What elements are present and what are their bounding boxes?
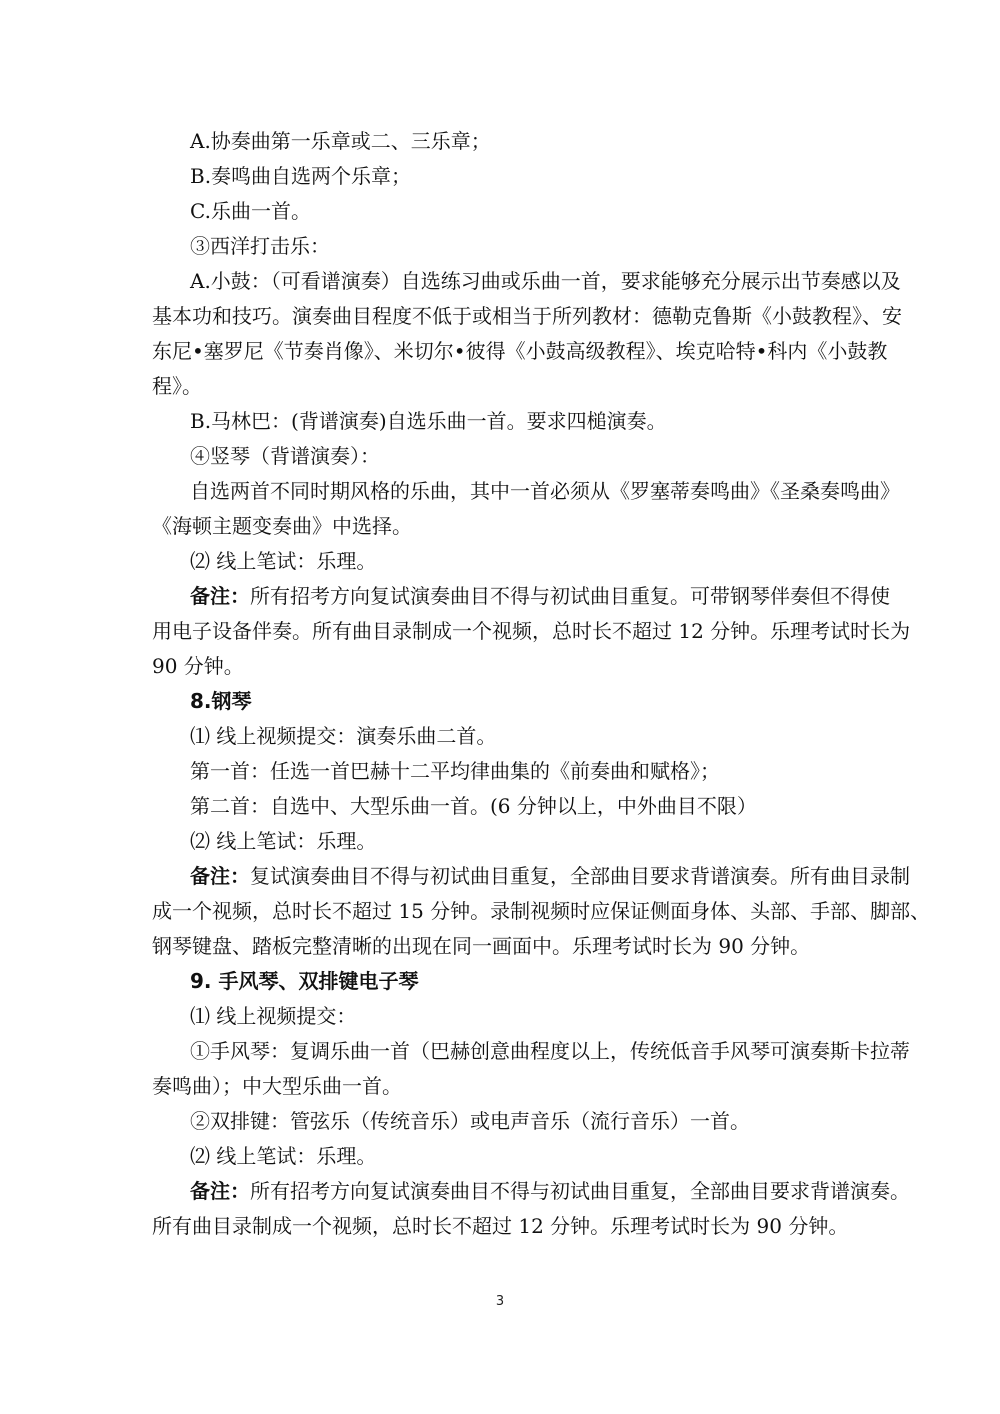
text-line — [152, 439, 852, 474]
line-text: 《海顿主题变奏曲》中选择。 — [152, 514, 412, 538]
line-text: 自选两首不同时期风格的乐曲，其中一首必须从《罗塞蒂奏鸣曲》《圣桑奏鸣曲》 — [190, 479, 900, 503]
note-label: 备注： — [190, 864, 250, 888]
text-line — [152, 894, 931, 929]
line-text: 东尼•塞罗尼《节奏肖像》、米切尔•彼得《小鼓高级教程》、埃克哈特•科内《小鼓教 — [152, 339, 888, 363]
text-line — [152, 299, 902, 334]
line-text: 钢琴键盘、踏板完整清晰的出现在同一画面中。乐理考试时长为 90 分钟。 — [152, 934, 811, 958]
line-text: 8.钢琴 — [190, 689, 252, 713]
text-line — [152, 754, 852, 789]
document-body — [152, 124, 931, 1244]
text-line — [152, 1104, 852, 1139]
text-line — [152, 1139, 852, 1174]
line-text: 成一个视频，总时长不超过 15 分钟。录制视频时应保证侧面身体、头部、手部、脚部、 — [152, 899, 931, 923]
page-number: 3 — [495, 1294, 505, 1309]
text-line — [152, 159, 852, 194]
text-line — [152, 719, 852, 754]
line-text: 第二首：自选中、大型乐曲一首。(6 分钟以上，中外曲目不限） — [190, 794, 757, 818]
line-text: ③西洋打击乐： — [190, 234, 330, 258]
text-line — [152, 474, 900, 509]
text-line — [152, 649, 852, 684]
line-text: 基本功和技巧。演奏曲目程度不低于或相当于所列教材：德勒克鲁斯《小鼓教程》、安 — [152, 304, 902, 328]
text-line — [152, 859, 910, 894]
line-text: 9. 手风琴、双排键电子琴 — [190, 969, 419, 993]
text-line — [152, 264, 901, 299]
line-text: ⑵ 线上笔试：乐理。 — [190, 549, 377, 573]
text-line — [152, 194, 852, 229]
section-heading — [152, 684, 852, 719]
line-text: ⑵ 线上笔试：乐理。 — [190, 1144, 377, 1168]
text-line — [152, 789, 852, 824]
text-line — [152, 369, 852, 404]
line-text: ①手风琴：复调乐曲一首（巴赫创意曲程度以上，传统低音手风琴可演奏斯卡拉蒂 — [190, 1039, 910, 1063]
line-text: 90 分钟。 — [152, 654, 244, 678]
line-text: B.奏鸣曲自选两个乐章； — [190, 164, 412, 188]
text-line — [152, 334, 888, 369]
section-heading — [152, 964, 852, 999]
text-line — [152, 614, 911, 649]
line-text: C.乐曲一首。 — [190, 199, 311, 223]
line-text: A.小鼓：（可看谱演奏）自选练习曲或乐曲一首，要求能够充分展示出节奏感以及 — [190, 269, 901, 293]
line-text: 程》。 — [152, 374, 202, 398]
text-line — [152, 1034, 910, 1069]
line-text: ②双排键：管弦乐（传统音乐）或电声音乐（流行音乐）一首。 — [190, 1109, 750, 1133]
text-line — [152, 1069, 852, 1104]
text-line — [152, 124, 852, 159]
text-line — [152, 404, 852, 439]
text-line — [152, 544, 852, 579]
text-line — [152, 929, 852, 964]
line-text: 所有招考方向复试演奏曲目不得与初试曲目重复。可带钢琴伴奏但不得使 — [250, 584, 890, 608]
text-line — [152, 1209, 852, 1244]
line-text: ④竖琴（背谱演奏）： — [190, 444, 380, 468]
text-line — [152, 824, 852, 859]
line-text: ⑴ 线上视频提交：演奏乐曲二首。 — [190, 724, 497, 748]
text-line — [152, 1174, 910, 1209]
line-text: 第一首：任选一首巴赫十二平均律曲集的《前奏曲和赋格》； — [190, 759, 720, 783]
text-line — [152, 509, 852, 544]
line-text: 用电子设备伴奏。所有曲目录制成一个视频，总时长不超过 12 分钟。乐理考试时长为 — [152, 619, 911, 643]
note-label: 备注： — [190, 1179, 250, 1203]
line-text: ⑴ 线上视频提交： — [190, 1004, 357, 1028]
line-text: 所有招考方向复试演奏曲目不得与初试曲目重复，全部曲目要求背谱演奏。 — [250, 1179, 910, 1203]
line-text: 所有曲目录制成一个视频，总时长不超过 12 分钟。乐理考试时长为 90 分钟。 — [152, 1214, 849, 1238]
note-label: 备注： — [190, 584, 250, 608]
text-line — [152, 229, 852, 264]
line-text: B.马林巴：(背谱演奏)自选乐曲一首。要求四槌演奏。 — [190, 409, 667, 433]
line-text: A.协奏曲第一乐章或二、三乐章； — [190, 129, 491, 153]
text-line — [152, 579, 890, 614]
line-text: ⑵ 线上笔试：乐理。 — [190, 829, 377, 853]
text-line — [152, 999, 852, 1034]
line-text: 奏鸣曲）；中大型乐曲一首。 — [152, 1074, 402, 1098]
line-text: 复试演奏曲目不得与初试曲目重复，全部曲目要求背谱演奏。所有曲目录制 — [250, 864, 910, 888]
